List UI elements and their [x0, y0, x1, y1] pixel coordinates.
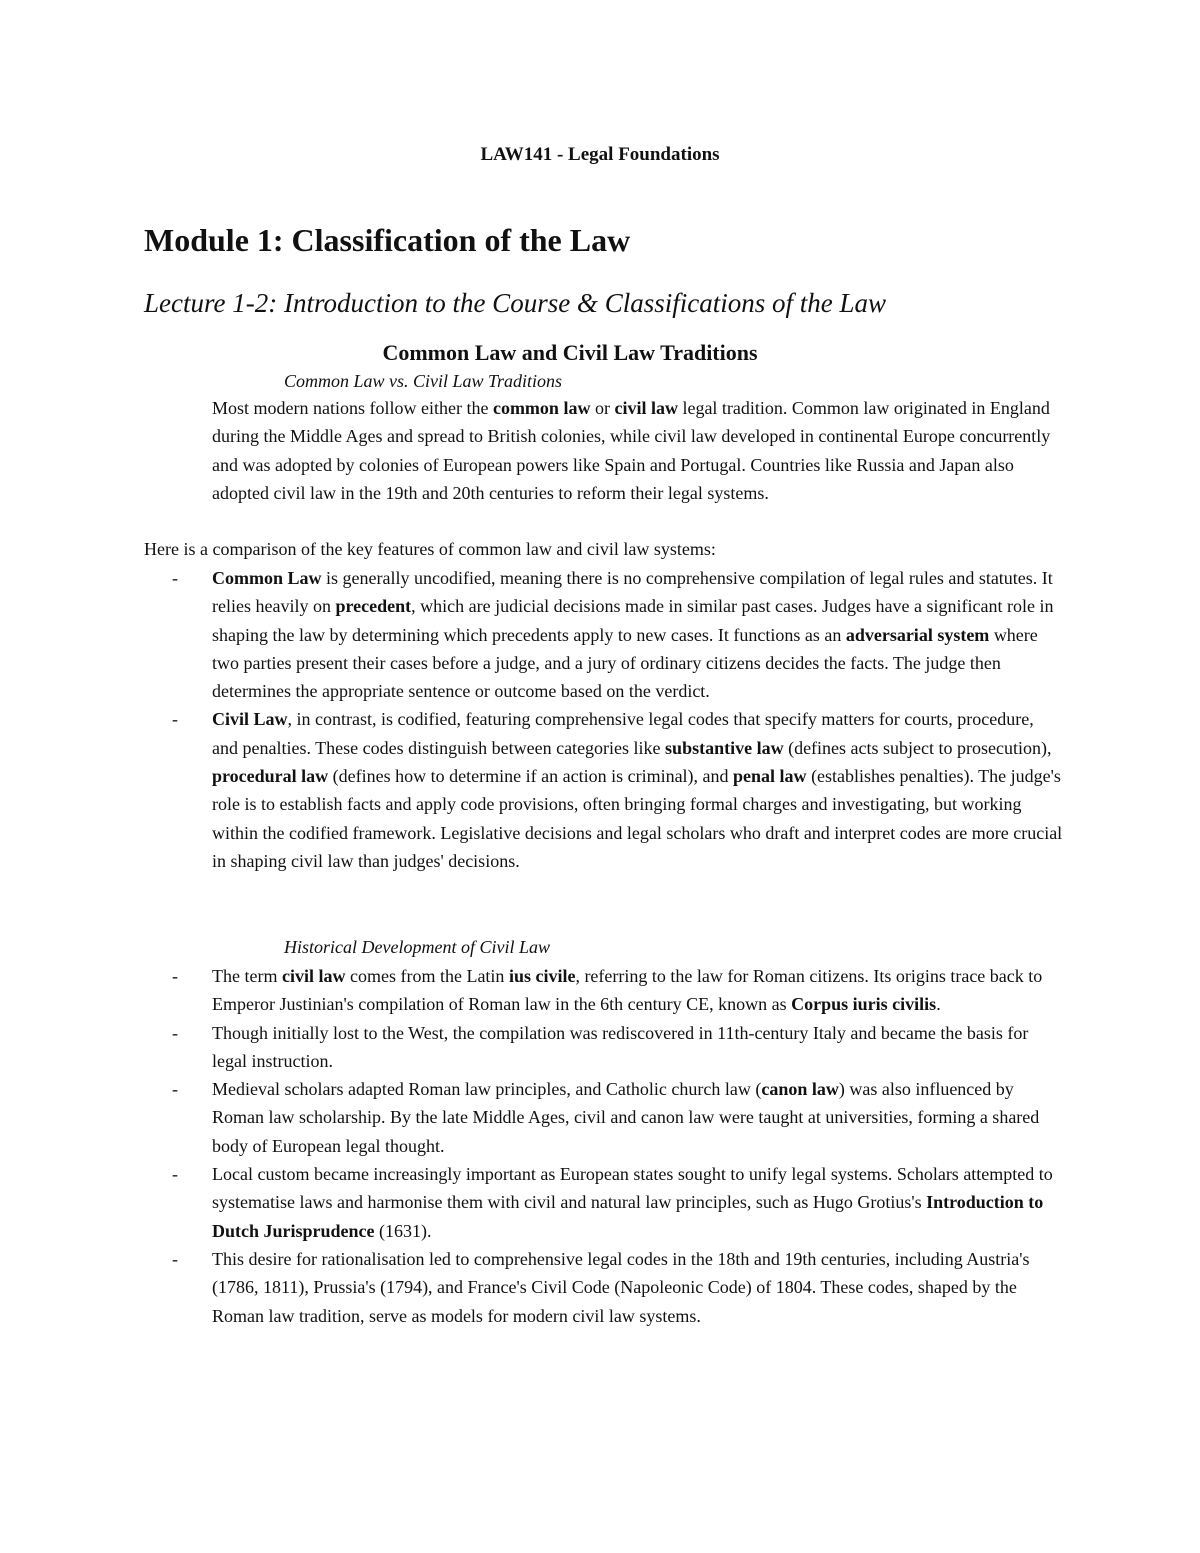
list-item-history-4 [144, 1160, 1064, 1245]
intro-bold-civil-law: civil law [614, 398, 678, 418]
history-1-text-4: . [936, 994, 941, 1015]
term-adversarial-system: adversarial system [845, 624, 990, 645]
history-4-text-2: (1631). [374, 1220, 432, 1241]
intro-bold-common-law: common law [492, 398, 591, 418]
history-4-text-1: Local custom became increasingly important as European states sought to unify legal systems. Scholars attempted to systematise laws and harmonise them with civil and natural law principles, such as Hugo Grotius's [212, 1164, 1053, 1213]
bullet-dash: - [172, 568, 178, 588]
history-list [144, 962, 1064, 1330]
subheading-common-vs-civil: Common Law vs. Civil Law Traditions [284, 371, 563, 391]
comparison-lead: Here is a comparison of the key features of common law and civil law systems: [144, 539, 716, 559]
common-law-text-2: , which are judicial decisions made in similar past cases. Judges have a significant role in shaping the law by determining which precedents apply to new cases. It functions as an [212, 596, 1054, 645]
course-title: LAW141 - Legal Foundations [480, 144, 720, 165]
term-precedent: precedent [335, 596, 412, 617]
civil-law-text-4: (establishes penalties). The judge's role is to establish facts and apply code provisions, often bringing formal charges and investigating, but working within the codified framework. Legislative decisions and legal scholars who draft and interpret codes are more crucial in shaping civil law than judges' decisions. [212, 766, 1063, 871]
list-item-history-1 [144, 962, 1064, 1019]
term-canon-law: canon law [761, 1079, 839, 1100]
intro-text-1: Most modern nations follow either the [212, 398, 493, 418]
term-civil-law-history: civil law [281, 966, 346, 986]
history-3-text-1: Medieval scholars adapted Roman law principles, and Catholic church law ( [212, 1079, 762, 1100]
lecture-title: Lecture 1-2: Introduction to the Course & Classifications of the Law [144, 288, 886, 318]
list-item-common-law [144, 564, 1064, 705]
common-law-text-3: where two parties present their cases before a judge, and a jury of ordinary citizens decides the facts. The judge then determines the appropriate sentence or outcome based on the verdict. [212, 624, 1038, 702]
list-item-history-5 [144, 1245, 1064, 1330]
term-common-law: Common Law [212, 568, 322, 588]
civil-law-text-3: (defines how to determine if an action is criminal), and [328, 766, 734, 787]
list-item-civil-law [144, 705, 1064, 875]
bullet-dash: - [172, 709, 178, 730]
history-1-text-1: The term [212, 966, 282, 986]
bullet-dash: - [172, 966, 178, 986]
comparison-list [144, 564, 1064, 875]
civil-law-text-2: (defines acts subject to prosecution), [783, 737, 1052, 758]
intro-text-2: or [590, 398, 615, 418]
history-1-text-3: , referring to the law for Roman citizens. Its origins trace back to Emperor Justinian's compilation of Roman law in the 6th century CE, known as [212, 966, 1043, 1015]
common-law-text-1: is generally uncodified, meaning there is no comprehensive compilation of legal rules and statutes. It relies heavily on [212, 568, 1053, 617]
subheading-historical-development: Historical Development of Civil Law [284, 937, 550, 957]
list-item-history-2 [144, 1019, 1064, 1076]
civil-law-text-1: , in contrast, is codified, featuring comprehensive legal codes that specify matters for courts, procedure, and penalties. These codes distinguish between categories like [212, 709, 1034, 758]
history-1-text-2: comes from the Latin [345, 966, 509, 986]
term-substantive-law: substantive law [665, 737, 784, 758]
term-civil-law: Civil Law [212, 709, 288, 730]
bullet-dash: - [172, 1164, 178, 1185]
term-ius-civile: ius civile [508, 966, 576, 986]
history-3-text-2: ) was also influenced by Roman law scholarship. By the late Middle Ages, civil and canon law were taught at universities, forming a shared body of European legal thought. [212, 1079, 1040, 1156]
bullet-dash: - [172, 1022, 178, 1043]
term-procedural-law: procedural law [212, 766, 329, 787]
history-2-text: Though initially lost to the West, the compilation was rediscovered in 11th-century Italy and became the basis for legal instruction. [212, 1022, 1029, 1071]
list-item-history-3 [144, 1075, 1064, 1160]
term-introduction-dutch-jurisprudence: Introduction to Dutch Jurisprudence [212, 1192, 1044, 1241]
term-corpus-iuris-civilis: Corpus iuris civilis [791, 994, 937, 1015]
intro-text-3: legal tradition. Common law originated in England during the Middle Ages and spread to British colonies, while civil law developed in continental Europe concurrently and was adopted by colonies of European powers like Spain and Portugal. Countries like Russia and Japan also adopted civil law in the 19th and 20th centuries to reform their legal systems. [212, 398, 1051, 503]
term-penal-law: penal law [733, 766, 807, 787]
history-5-text: This desire for rationalisation led to comprehensive legal codes in the 18th and 19th centuries, including Austria's (1786, 1811), Prussia's (1794), and France's Civil Code (Napoleonic Code) of 1804. These codes, shaped by the Roman law tradition, serve as models for modern civil law systems. [212, 1248, 1030, 1326]
section-title: Common Law and Civil Law Traditions [382, 340, 758, 365]
intro-paragraph [212, 394, 1072, 507]
bullet-dash: - [172, 1248, 178, 1269]
bullet-dash: - [172, 1079, 178, 1100]
module-title: Module 1: Classification of the Law [144, 222, 631, 258]
